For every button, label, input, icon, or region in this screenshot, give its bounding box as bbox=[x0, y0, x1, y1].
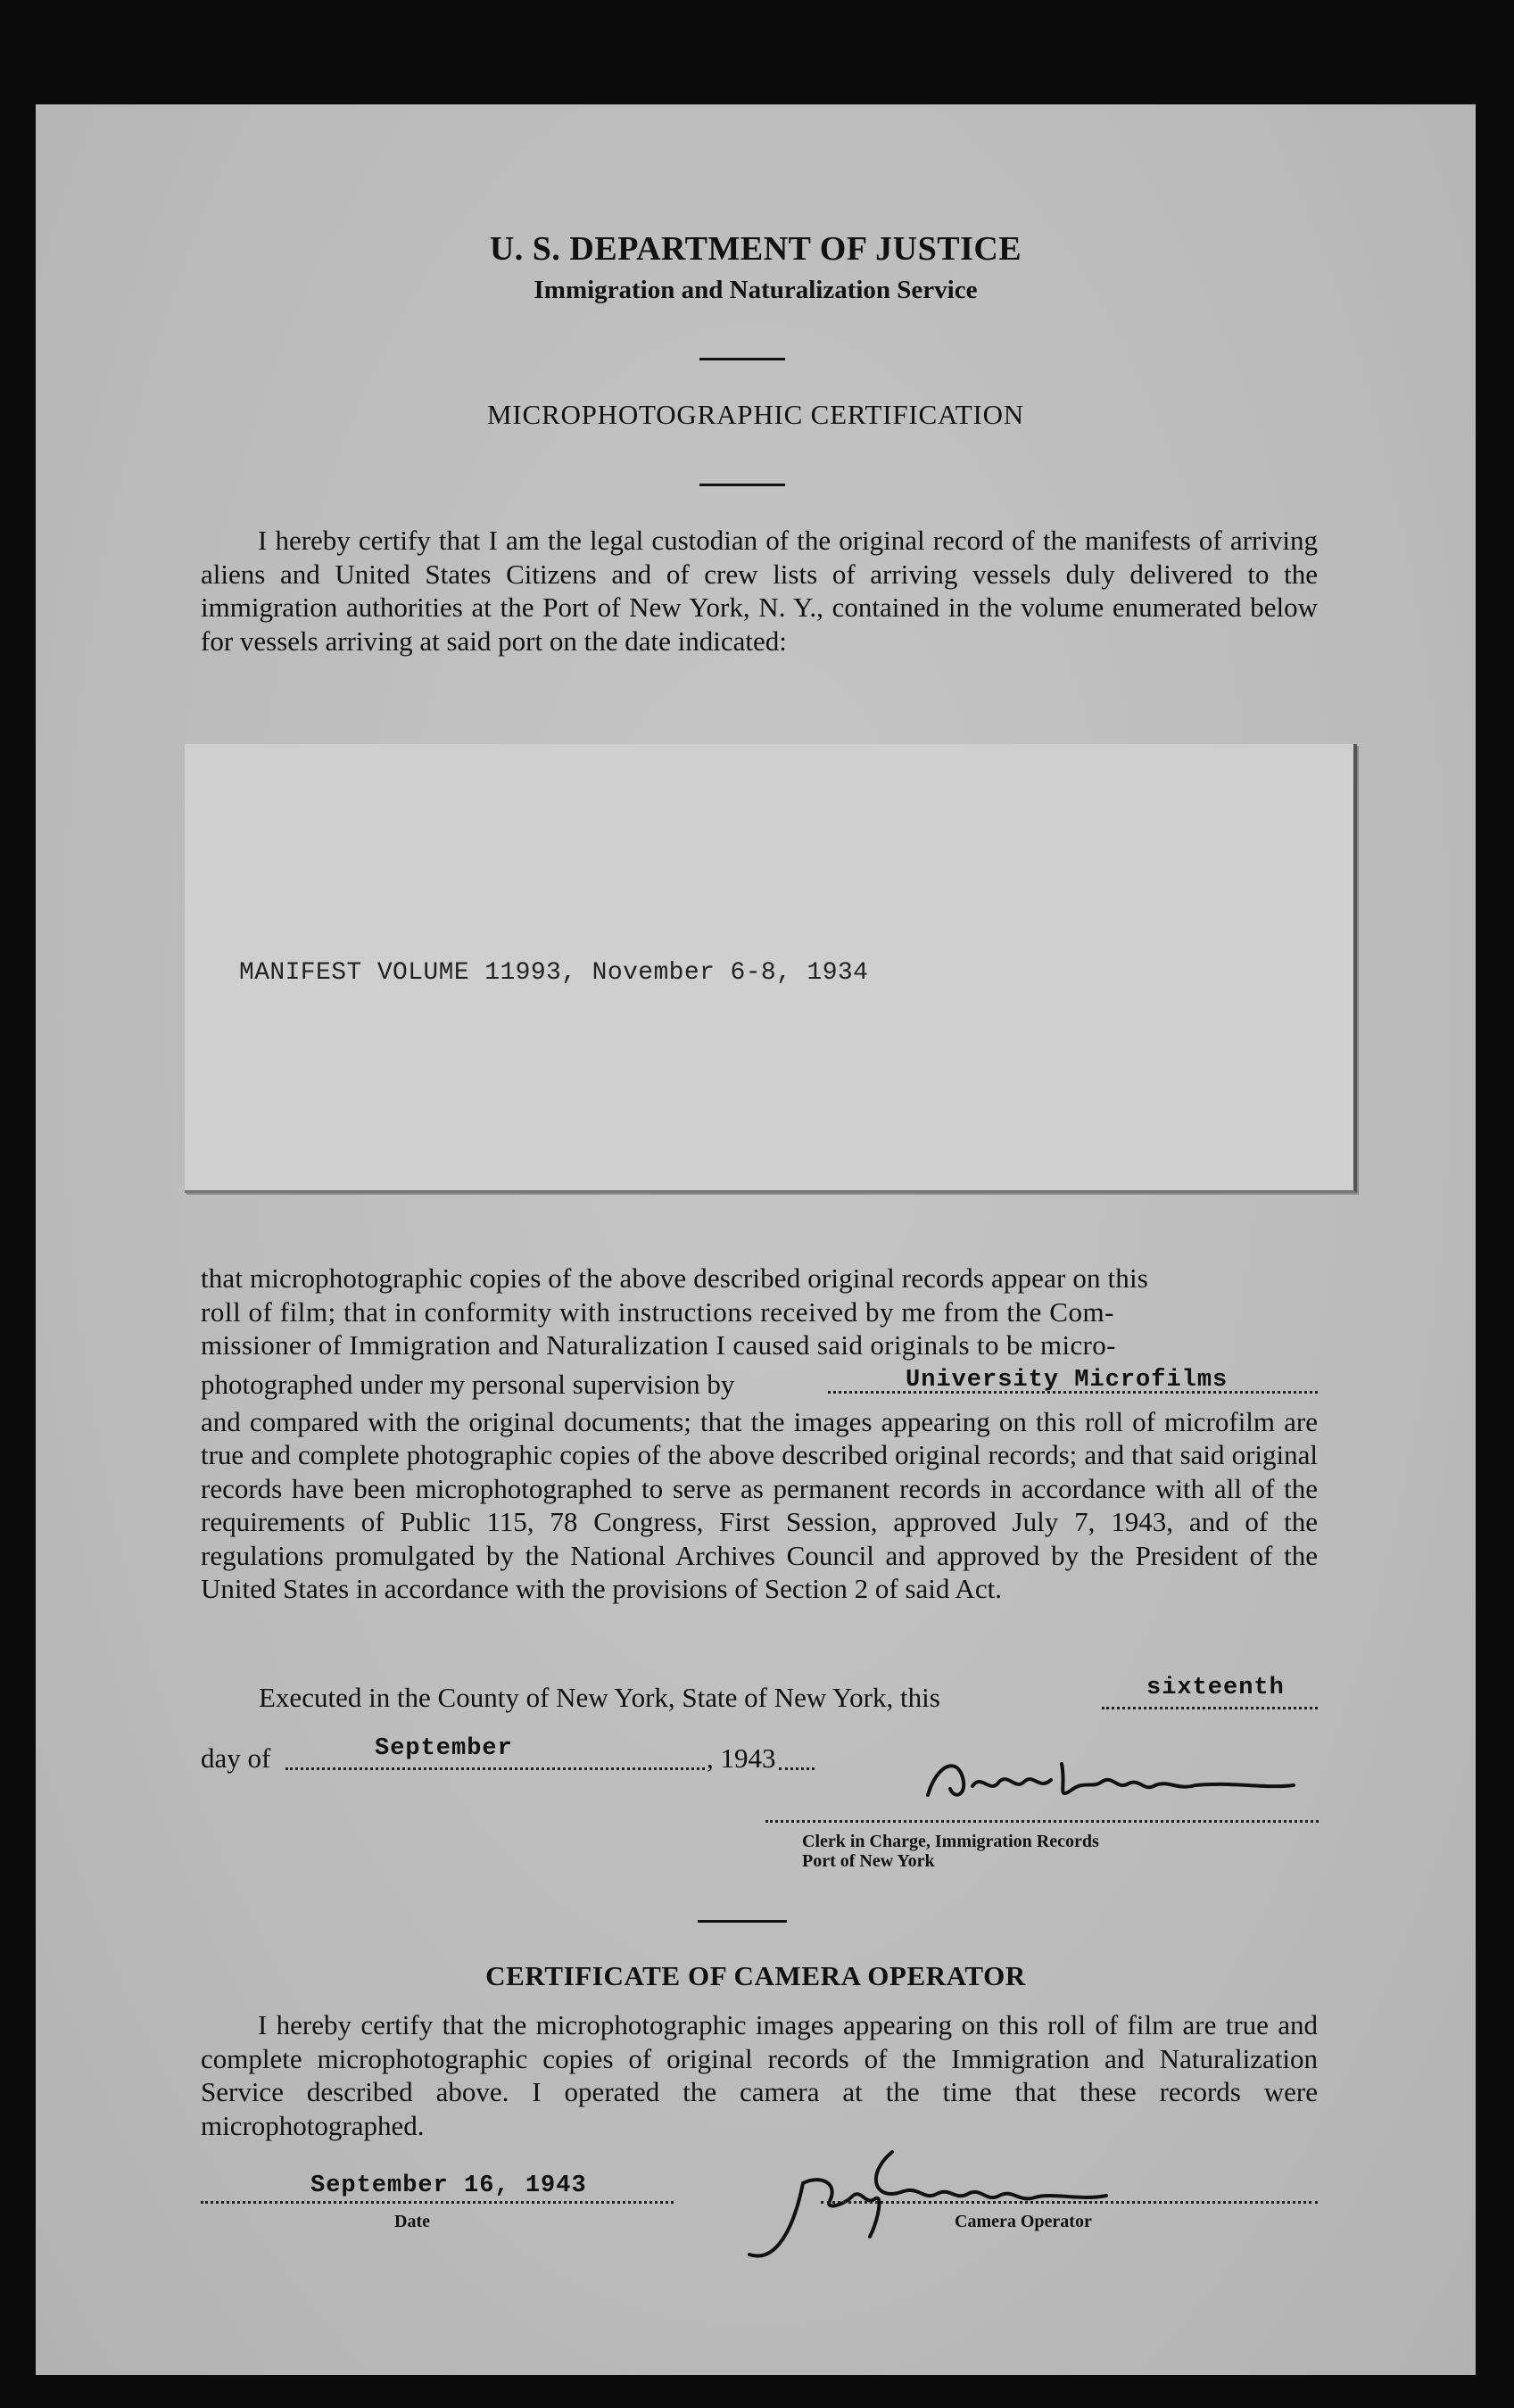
month-dotted-line bbox=[285, 1767, 705, 1770]
day-of-label: day of bbox=[201, 1742, 271, 1774]
intro-paragraph: I hereby certify that I am the legal custodian of the original record of the manifests of arriving aliens and United States Citizens and of crew lists of arriving vessels duly delivered to the immigration authorities at the Port of New York, N. Y., contained in the volume enumerated below for vessels arriving at said port on the date indicated: bbox=[201, 525, 1318, 657]
execution-line bbox=[259, 1682, 940, 1714]
day-of-line bbox=[201, 1742, 270, 1775]
certification-heading: MICROPHOTOGRAPHIC CERTIFICATION bbox=[487, 399, 1024, 430]
clerk-title bbox=[802, 1832, 1099, 1871]
operator-signature-line bbox=[821, 2201, 1318, 2204]
supervisor-name: University Microfilms bbox=[906, 1366, 1229, 1394]
date-label: Date bbox=[394, 2212, 430, 2231]
year-dotted-line bbox=[779, 1767, 815, 1770]
body-paragraph bbox=[201, 1262, 1318, 1606]
department-title: U. S. DEPARTMENT OF JUSTICE bbox=[489, 230, 1022, 268]
camera-certificate-heading: CERTIFICATE OF CAMERA OPERATOR bbox=[485, 1960, 1026, 1991]
clerk-signature bbox=[910, 1746, 1311, 1817]
camera-date: September 16, 1943 bbox=[310, 2172, 587, 2199]
supervision-prefix: photographed under my personal supervision by bbox=[201, 1368, 735, 1400]
divider-rule bbox=[699, 484, 785, 486]
clerk-title-line: Clerk in Charge, Immigration Records bbox=[802, 1832, 1099, 1851]
clerk-title-line: Port of New York bbox=[802, 1851, 935, 1871]
execution-month: September bbox=[375, 1735, 513, 1762]
day-dotted-line bbox=[1102, 1707, 1318, 1709]
certificate-page bbox=[36, 104, 1476, 2375]
operator-label: Camera Operator bbox=[955, 2212, 1092, 2231]
date-dotted-line bbox=[201, 2201, 674, 2204]
service-subtitle: Immigration and Naturalization Service bbox=[534, 276, 978, 304]
execution-prefix: Executed in the County of New York, State of New York, this bbox=[259, 1682, 940, 1713]
operator-signature bbox=[740, 2121, 1124, 2272]
supervision-line bbox=[201, 1368, 1318, 1405]
body-rest: and compared with the original documents; that the images appearing on this roll of microfilm are true and complete photographic copies of the above described original records; and that said original records have been microphotographed to serve as permanent records in accordance with all of the requirements of Public 115, 78 Congress, First Session, approved July 7, 1943, and of the regulations promulgated by the National Archives Council and approved by the President of the United States in accordance with the provisions of Section 2 of said Act. bbox=[201, 1405, 1318, 1604]
execution-day: sixteenth bbox=[1146, 1675, 1285, 1701]
camera-certificate-paragraph: I hereby certify that the microphotographic images appearing on this roll of film are true and complete microphotographic copies of original records of the Immigration and Naturalization Service described above. I operated the camera at the time that these records were microphotographed. bbox=[201, 2009, 1318, 2141]
divider-rule bbox=[699, 358, 785, 360]
body-line: roll of film; that in conformity with instructions received by me from the Com- bbox=[201, 1295, 1115, 1328]
body-line: that microphotographic copies of the above described original records appear on this bbox=[201, 1262, 1148, 1294]
execution-year: , 1943 bbox=[707, 1742, 776, 1774]
body-line: missioner of Immigration and Naturalization I caused said originals to be micro- bbox=[201, 1329, 1116, 1361]
divider-rule bbox=[698, 1920, 787, 1923]
clerk-signature-line bbox=[765, 1820, 1319, 1823]
volume-text: MANIFEST VOLUME 11993, November 6-8, 1934 bbox=[239, 959, 869, 987]
